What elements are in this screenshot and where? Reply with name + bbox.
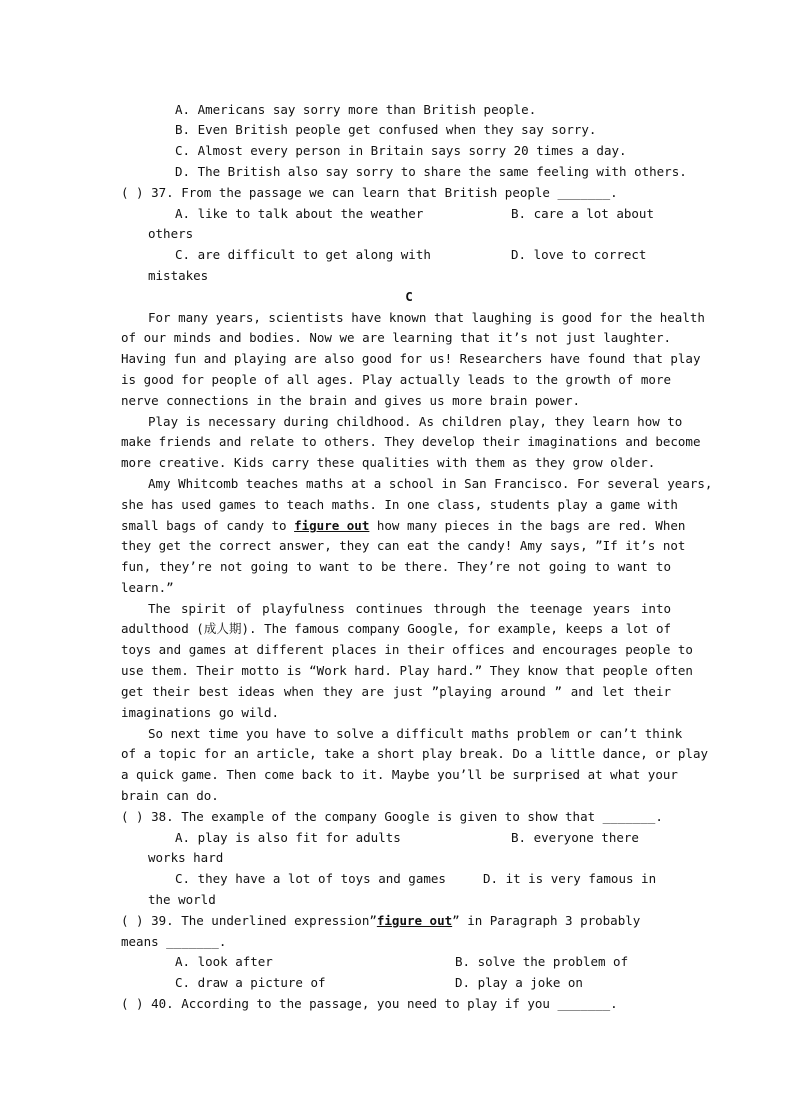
underlined-expression: figure out [294,518,370,533]
p3-line: Amy Whitcomb teaches maths at a school in San Francisco. For several years, [148,476,713,491]
q39-option-d: D. play a joke on [455,975,583,990]
q38-option-d: D. it is very famous in [483,871,657,886]
p4-line: The spirit of playfulness continues through the teenage years into [148,601,671,616]
p4-line: use them. Their motto is “Work hard. Play hard.” They know that people often [121,663,693,678]
q39-underlined-expression: figure out [376,913,453,928]
p1-line: For many years, scientists have known that laughing is good for the health [148,310,705,325]
p3-line: fun, they’re not going to want to be there. They’re not going to want to [121,559,671,574]
p5-line: of a topic for an article, take a short play break. Do a little dance, or play [121,746,708,761]
p4-line: adulthood (成人期). The famous company Google, for example, keeps a lot of [121,621,671,636]
p5-line: brain can do. [121,788,219,803]
q37-option-b: B. care a lot about [511,206,654,221]
q38-option-c: C. they have a lot of toys and games [175,871,446,886]
p3-text: small bags of candy to [121,518,295,533]
q39-stem-wrap: means _______. [121,934,227,949]
p4-line: get their best ideas when they are just ”playing around ” and let their [121,684,671,699]
q40-stem: ( ) 40. According to the passage, you need to play if you _______. [121,996,618,1011]
p3-line: learn.” [121,580,174,595]
section-heading: C [405,289,413,304]
q39-option-c: C. draw a picture of [175,975,326,990]
q37-option-b-wrap: others [148,226,194,241]
p2-line: make friends and relate to others. They develop their imaginations and become [121,434,701,449]
q37-option-d: D. love to correct [511,247,647,262]
q36-option-b: B. Even British people get confused when they say sorry. [175,122,597,137]
q39-option-a: A. look after [175,954,273,969]
p1-line: is good for people of all ages. Play actually leads to the growth of more [121,372,671,387]
q37-option-c: C. are difficult to get along with [175,247,431,262]
p1-line: of our minds and bodies. Now we are learning that it’s not just laughter. [121,330,671,345]
p2-line: more creative. Kids carry these qualities with them as they grow older. [121,455,656,470]
q38-stem: ( ) 38. The example of the company Google is given to show that _______. [121,809,663,824]
p3-text: how many pieces in the bags are red. When [369,518,686,533]
p3-line-underlined [121,518,686,534]
p3-line: they get the correct answer, they can eat the candy! Amy says, ”If it’s not [121,538,686,553]
q38-option-b: B. everyone there [511,830,639,845]
q39-stem-text: ” in Paragraph 3 probably [452,913,641,928]
q37-stem: ( ) 37. From the passage we can learn that British people _______. [121,185,618,200]
q36-option-d: D. The British also say sorry to share the same feeling with others. [175,164,687,179]
p4-line: toys and games at different places in their offices and encourages people to [121,642,693,657]
q38-option-d-wrap: the world [148,892,216,907]
p3-line: she has used games to teach maths. In one class, students play a game with [121,497,678,512]
q37-option-d-wrap: mistakes [148,268,209,283]
q39-option-b: B. solve the problem of [455,954,629,969]
q36-option-a: A. Americans say sorry more than British people. [175,102,537,117]
p1-line: nerve connections in the brain and gives us more brain power. [121,393,581,408]
q38-option-b-wrap: works hard [148,850,224,865]
q38-option-a: A. play is also fit for adults [175,830,401,845]
p1-line: Having fun and playing are also good for us! Researchers have found that play [121,351,701,366]
q39-stem [121,913,640,929]
p2-line: Play is necessary during childhood. As children play, they learn how to [148,414,683,429]
p4-line: imaginations go wild. [121,705,280,720]
q39-stem-text: ( ) 39. The underlined expression” [121,913,377,928]
p5-line: a quick game. Then come back to it. Maybe you’ll be surprised at what your [121,767,678,782]
p5-line: So next time you have to solve a difficult maths problem or can’t think [148,726,683,741]
q36-option-c: C. Almost every person in Britain says sorry 20 times a day. [175,143,627,158]
q37-option-a: A. like to talk about the weather [175,206,424,221]
